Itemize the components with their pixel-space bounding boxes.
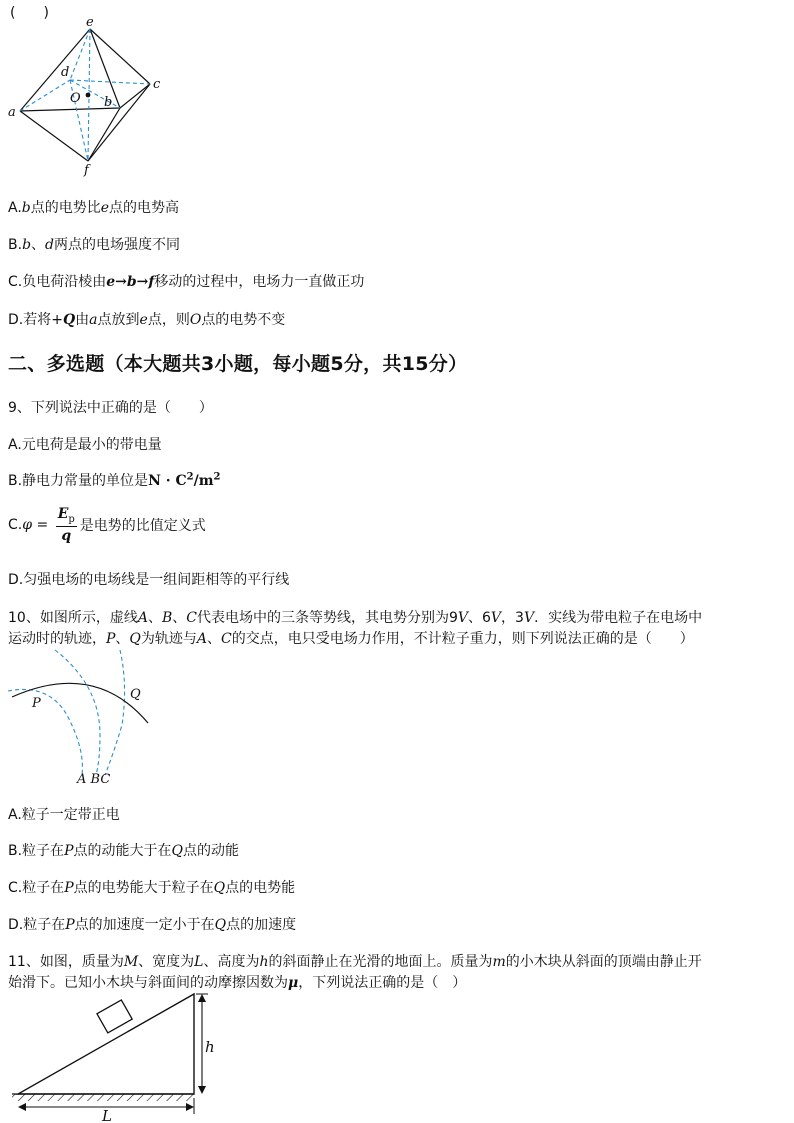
q8-option-c: C.负电荷沿棱由e→b→f移动的过程中，电场力一直做正功 xyxy=(8,274,365,290)
q9-stem: 9、下列说法中正确的是（ ） xyxy=(8,400,213,416)
q9-option-c: C.φ = $\frac{E_p}{q}$ 是电势的比值定义式 xyxy=(8,506,206,544)
octahedron-figure xyxy=(0,14,175,180)
q8-option-a: A.b点的电势比e点的电势高 xyxy=(8,200,180,216)
label-Q: Q xyxy=(130,687,141,702)
q10-option-d: D.粒子在P点的加速度一定小于在Q点的加速度 xyxy=(8,917,297,933)
label-e: e xyxy=(86,15,94,30)
equipotential-figure xyxy=(0,645,175,790)
q9-option-d: D.匀强电场的电场线是一组间距相等的平行线 xyxy=(8,572,290,588)
q10-stem-line1: 10、如图所示，虚线A、B、C代表电场中的三条等势线，其电势分别为9V、6V，3V．实线为带电粒子在电场中 xyxy=(8,610,703,626)
label-c: c xyxy=(153,77,161,92)
label-d: d xyxy=(61,65,70,80)
q9-option-a: A.元电荷是最小的带电量 xyxy=(8,437,162,453)
label-P: P xyxy=(32,696,41,711)
q9-option-b: B.静电力常量的单位是$N \cdot C^2/m^2$ xyxy=(8,471,221,489)
incline-figure xyxy=(0,990,220,1123)
q10-option-b: B.粒子在P点的动能大于在Q点的动能 xyxy=(8,843,239,859)
q8-bracket: ( ) xyxy=(10,5,49,21)
label-L: L xyxy=(102,1107,112,1123)
q8-option-d: D.若将+Q由a点放到e点，则O点的电势不变 xyxy=(8,312,286,328)
q11-stem-line1: 11、如图，质量为M、宽度为L、高度为h的斜面静止在光滑的地面上。质量为m的小木块从斜面的顶端由静止开 xyxy=(8,954,702,970)
q11-stem-line2: 始滑下。已知小木块与斜面间的动摩擦因数为μ，下列说法正确的是（ ） xyxy=(8,975,467,991)
label-f: f xyxy=(84,163,89,178)
q10-option-c: C.粒子在P点的电势能大于粒子在Q点的电势能 xyxy=(8,880,296,896)
label-h: h xyxy=(205,1038,215,1056)
label-ABC: A BC xyxy=(77,772,111,787)
label-O: O xyxy=(70,91,81,106)
q10-option-a: A.粒子一定带正电 xyxy=(8,807,120,823)
label-b: b xyxy=(104,95,113,110)
section-heading-multiple-choice: 二、多选题（本大题共3小题，每小题5分，共15分） xyxy=(8,353,468,375)
q9-formula-fraction: $\frac{E_p}{q}$ xyxy=(57,506,75,544)
q10-stem-line2: 运动时的轨迹，P、Q为轨迹与A、C的交点，电只受电场力作用，不计粒子重力，则下列说法正确的是（ ） xyxy=(8,631,694,647)
label-a: a xyxy=(8,105,16,120)
q8-option-b: B.b、d两点的电场强度不同 xyxy=(8,237,180,253)
